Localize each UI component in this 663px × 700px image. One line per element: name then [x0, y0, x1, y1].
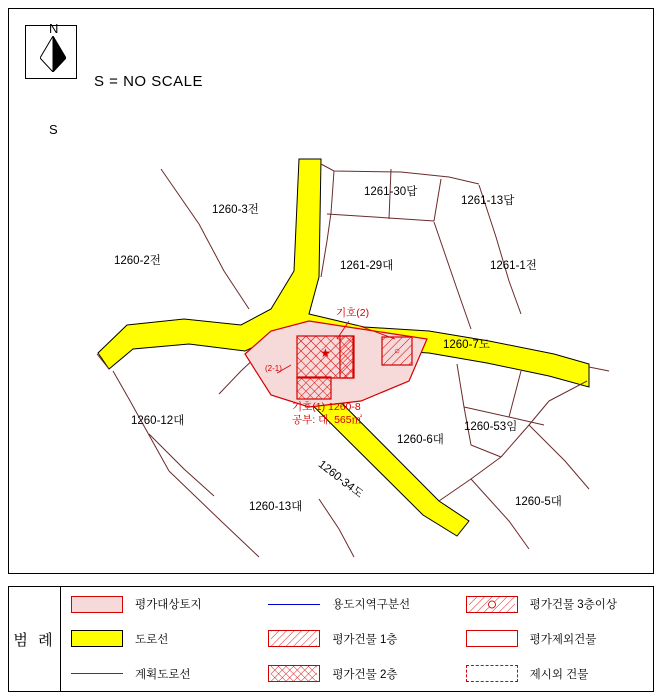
legend-item-label: 평가제외건물 [529, 633, 597, 646]
parcel-label: 1261-29대 [340, 260, 394, 272]
legend-item-label: 평가대상토지 [135, 599, 202, 612]
legend-item-road-line [61, 622, 258, 657]
cadastral-map-drawing [9, 9, 653, 573]
legend-item-label: 평가건물 2층 [332, 668, 398, 681]
legend-item-target-land [61, 587, 258, 622]
building-1f-hatch-icon [269, 631, 319, 646]
parcel-label: 1260-12대 [131, 415, 185, 427]
parcel-label: 1260-7도 [443, 339, 490, 351]
planned-road-swatch-icon [71, 665, 123, 682]
building-1f-strip [340, 336, 354, 378]
legend-item-label: 용도지역구분선 [332, 599, 411, 612]
legend-item-planned-road [61, 656, 258, 691]
compass-north-label: N [49, 21, 59, 36]
legend-item-zone-boundary [258, 587, 455, 622]
legend-item-building-excluded [456, 622, 653, 657]
parcel-label: 1261-30답 [364, 186, 418, 198]
annotation-symbol-1: 기호(1) 1260-8 [292, 401, 361, 413]
parcel-label: 1260-13대 [249, 501, 303, 513]
legend-item-building-1f [258, 622, 455, 657]
annotation-symbol-2: 기호(2) [336, 307, 370, 319]
target-land-swatch-icon [71, 596, 123, 613]
building-outside-swatch-icon [466, 665, 518, 682]
map-frame [8, 8, 654, 574]
legend-item-building-outside [456, 656, 653, 691]
parcel-label: 1260-53임 [464, 421, 518, 433]
compass-south-label: S [49, 122, 58, 137]
parcel-label: 1260-6대 [397, 434, 444, 446]
parcel-label: 1260-34도 [315, 458, 366, 501]
annotation-registered-area: 공부: 대, 565㎡ [292, 414, 363, 426]
zone-boundary-swatch-icon [268, 596, 320, 613]
legend-item-label: 제시외 건물 [529, 668, 589, 681]
building-3f-hatch-icon [467, 597, 517, 612]
scale-note: S = NO SCALE [94, 73, 203, 90]
parcel-label: 1261-13답 [461, 195, 515, 207]
road-swatch-icon [71, 630, 123, 647]
annotation-symbol-2-1: (2-1) [265, 364, 282, 373]
parcel-label: 1260-2전 [114, 255, 161, 267]
building-3f-swatch-icon [466, 596, 518, 613]
legend-item-label: 평가건물 3층이상 [529, 599, 618, 612]
parcel-label: 1260-3전 [212, 204, 259, 216]
legend-item-label: 도로선 [135, 633, 169, 646]
parcel-label: 1260-5대 [515, 496, 562, 508]
building-2f-annex [297, 377, 331, 399]
svg-text:○: ○ [394, 346, 401, 357]
legend-item-label: 계획도로선 [135, 668, 191, 681]
building-2f-crosshatch-icon [269, 666, 319, 681]
legend-item-building-3f [456, 587, 653, 622]
legend-title: 범 례 [13, 631, 56, 649]
building-2f-swatch-icon [268, 665, 320, 682]
legend-title-box [9, 587, 61, 691]
parcel-label: 1261-1전 [490, 260, 537, 272]
legend-item-building-2f [258, 656, 455, 691]
legend-grid [61, 587, 653, 691]
building-1f-swatch-icon [268, 630, 320, 647]
legend-frame [8, 586, 654, 692]
svg-text:★: ★ [320, 346, 331, 360]
building-excluded-swatch-icon [466, 630, 518, 647]
legend-item-label: 평가건물 1층 [332, 633, 398, 646]
